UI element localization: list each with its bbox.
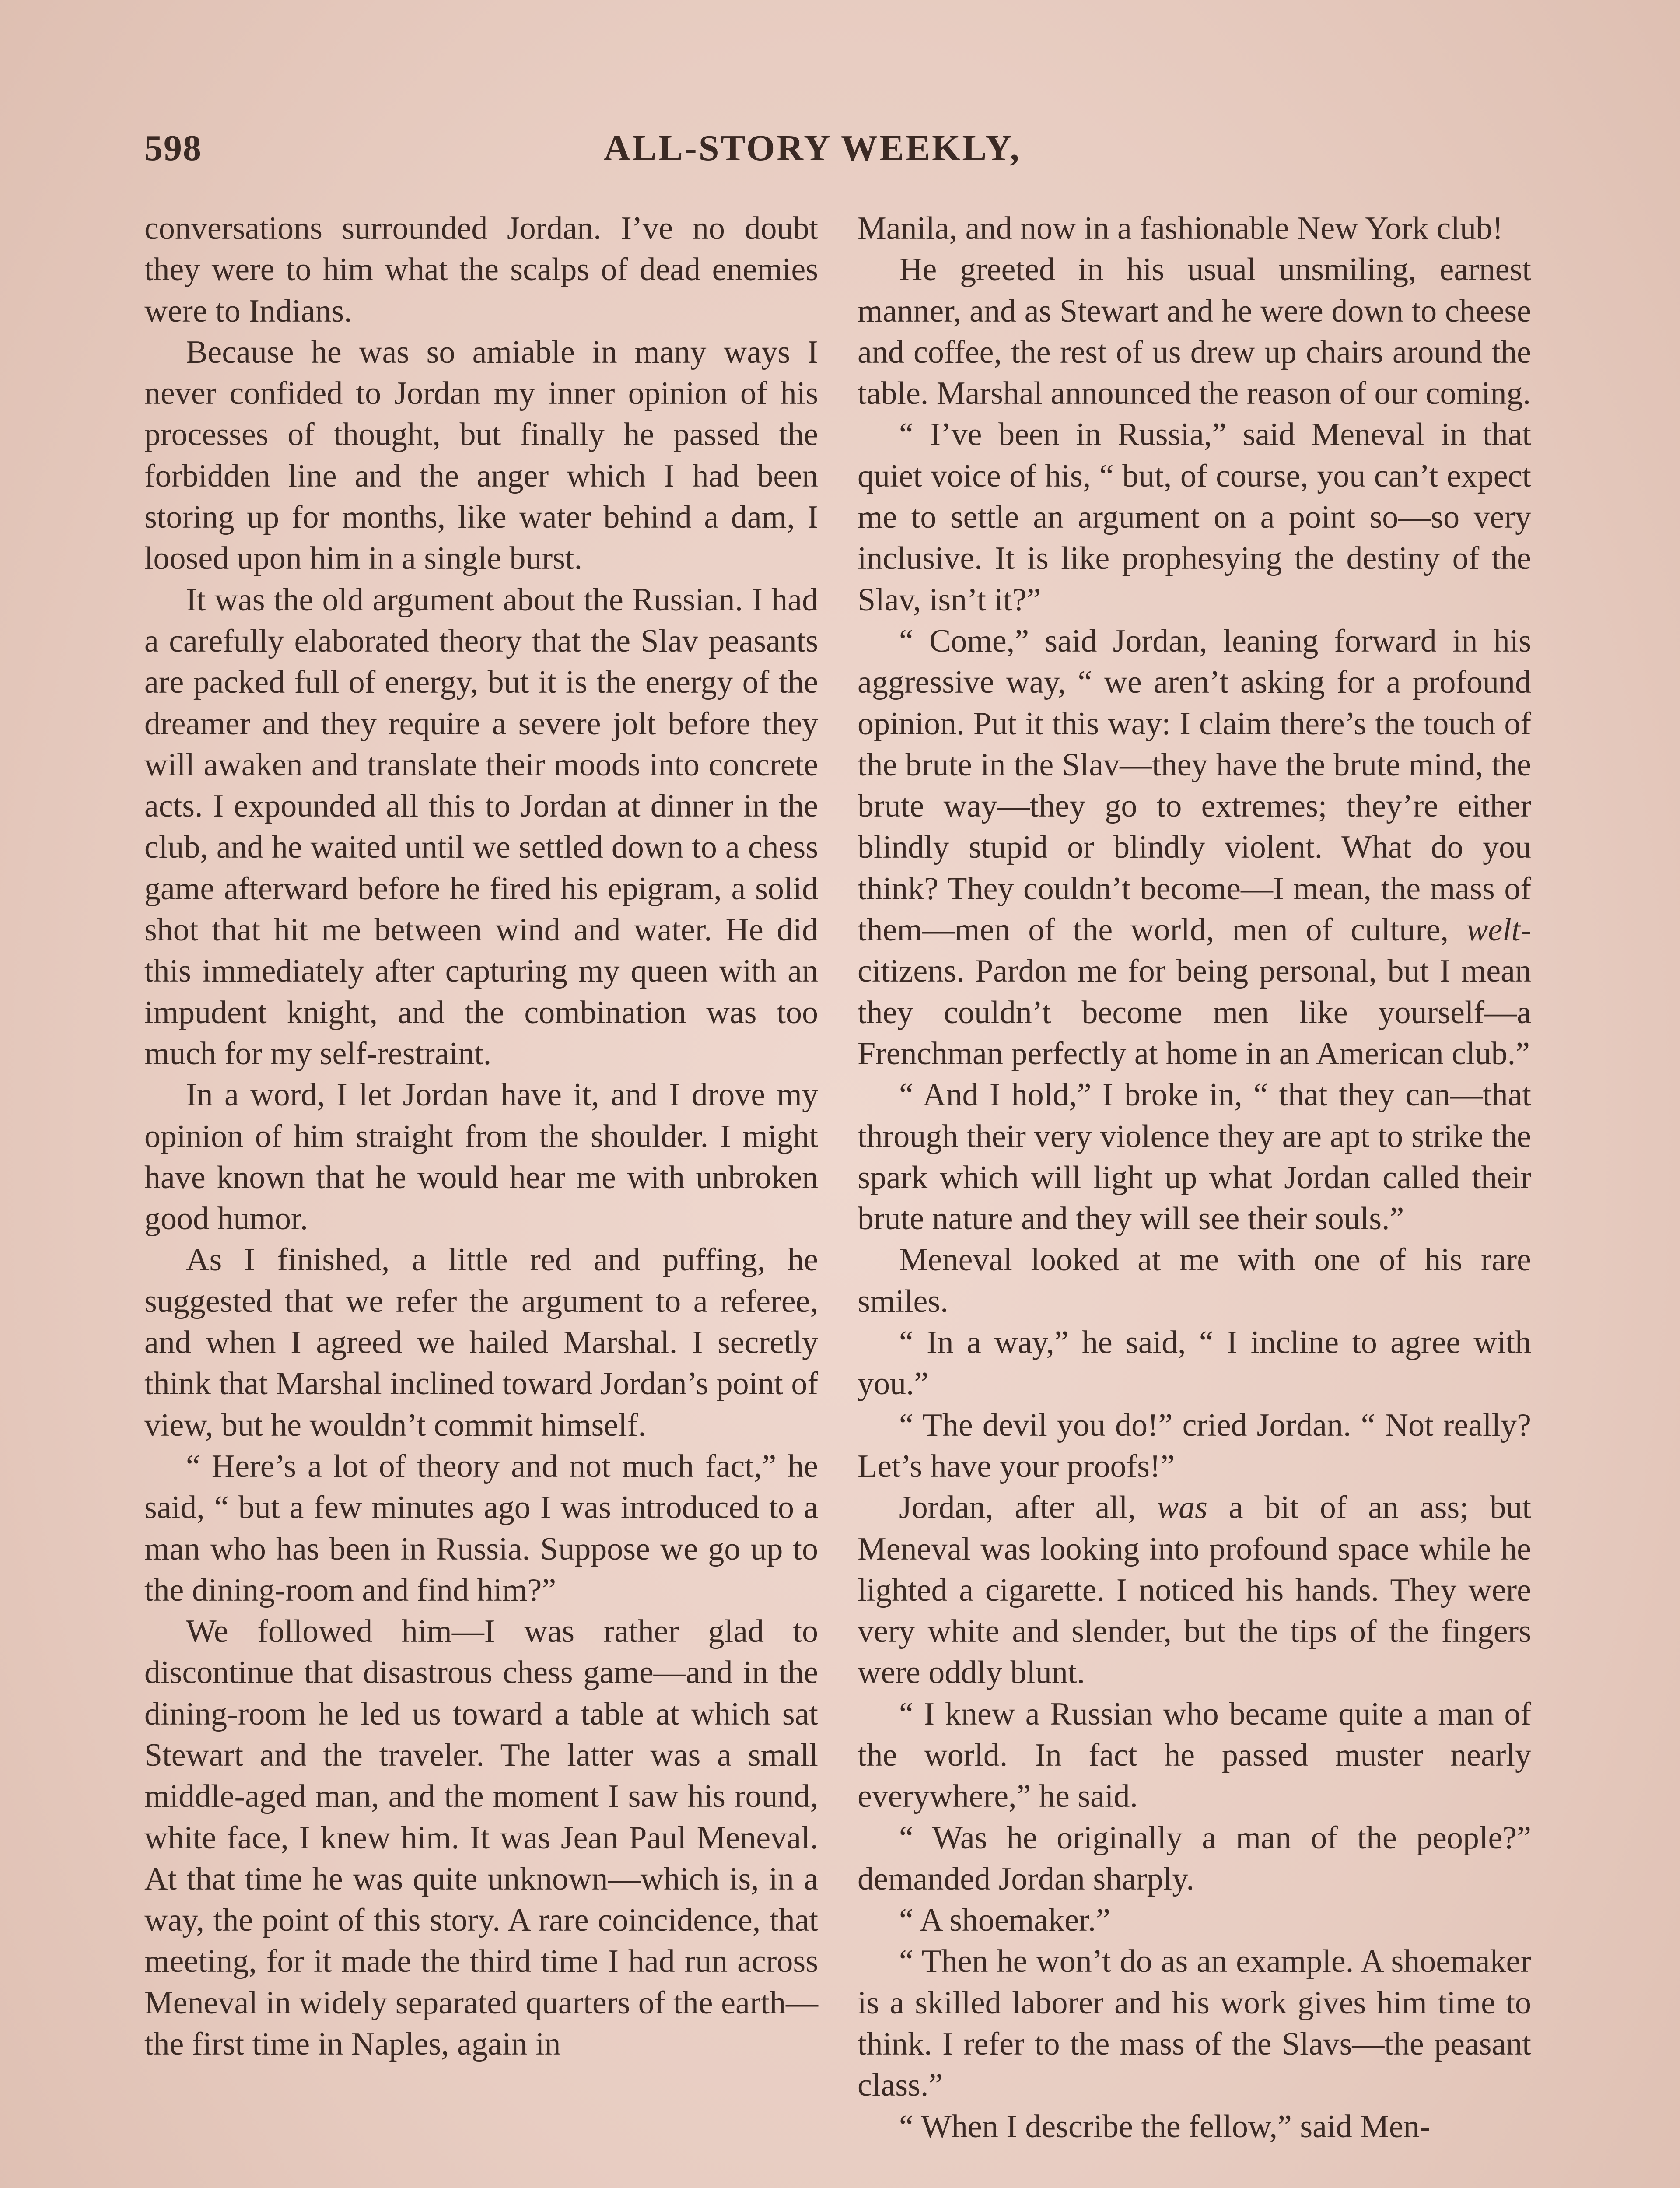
text-run: a bit of an ass; but Meneval was looking into profound space while he lighted a cigarette. I noticed his hands. They were very white and slender, but the tips of the fingers were oddly blunt. [858,1490,1531,1691]
text-run: -citizens. Pardon me for being personal, but I mean they couldn’t become men like yourself—a Frenchman perfectly at home in an American club.” [858,912,1531,1072]
paragraph: conversations surrounded Jordan. I’ve no doubt they were to him what the scalps of dead enemies were to Indians. [144,210,818,329]
running-head: ALL-STORY WEEKLY, [604,128,1021,168]
italic-word: was [1157,1490,1208,1526]
paragraph: “ I knew a Russian who became quite a man of the world. In fact he passed muster nearly everywhere,” he said. [858,1696,1531,1815]
page-number: 598 [144,128,202,168]
paragraph: “ Then he won’t do as an example. A shoemaker is a skilled laborer and his work gives him time to think. I refer to the mass of the Slavs—the peasant class.” [858,1943,1531,2104]
left-text-column [144,208,818,2065]
right-text-column [858,208,1531,2147]
paragraph: “ And I hold,” I broke in, “ that they can—that through their very violence they are apt to strike the spark which will light up what Jordan called their brute nature and they will see their souls.” [858,1077,1531,1237]
paragraph: “ When I describe the fellow,” said Men- [899,2108,1431,2145]
paragraph: “ Was he originally a man of the people?” demanded Jordan sharply. [858,1820,1531,1897]
paragraph: We followed him—I was rather glad to discontinue that disastrous chess game—and in the dining-room he led us toward a table at which sat Stewart and the traveler. The latter was a small middle-aged man, and the moment I saw his round, white face, I knew him. It was Jean Paul Meneval. At that time he was quite unknown—which is, in a way, the point of this story. A rare coincidence, that meeting, for it made the third time I had run across Meneval in widely separated quarters of the earth—the first time in Naples, again in [144,1613,818,2062]
paragraph [858,1487,1531,1693]
paragraph: As I finished, a little red and puffing, he suggested that we refer the argument to a referee, and when I agreed we hailed Marshal. I secretly think that Marshal inclined toward Jordan’s point of view, but he wouldn’t commit himself. [144,1242,818,1443]
paragraph: “ The devil you do!” cried Jordan. “ Not really? Let’s have your proofs!” [858,1407,1531,1484]
paragraph: “ I’ve been in Russia,” said Meneval in that quiet voice of his, “ but, of course, you can’t expect me to settle an argument on a point so—so very inclusive. It is like prophesying the destiny of the Slav, isn’t it?” [858,417,1531,618]
paragraph: “ A shoemaker.” [899,1902,1110,1939]
paragraph: Because he was so amiable in many ways I never confided to Jordan my inner opinion of his processes of thought, but finally he passed the forbidden line and the anger which I had been storing up for months, like water behind a dam, I loosed upon him in a single burst. [144,334,818,577]
page-header [0,127,1680,175]
paragraph: In a word, I let Jordan have it, and I drove my opinion of him straight from the shoulder. I might have known that he would hear me with unbroken good humor. [144,1077,818,1237]
paragraph: He greeted in his usual unsmiling, earnest manner, and as Stewart and he were down to cheese and coffee, the rest of us drew up chairs around the table. Marshal announced the reason of our coming. [858,252,1531,412]
paragraph: “ Here’s a lot of theory and not much fact,” he said, “ but a few minutes ago I was introduced to a man who has been in Russia. Suppose we go up to the dining-room and find him?” [144,1448,818,1608]
italic-word: welt [1466,912,1521,948]
paragraph: It was the old argument about the Russian. I had a carefully elaborated theory that the Slav peasants are packed full of energy, but it is the energy of the dreamer and they require a severe jolt before they will awaken and translate their moods into concrete acts. I expounded all this to Jordan at dinner in the club, and he waited until we settled down to a chess game afterward before he fired his epigram, a solid shot that hit me between wind and water. He did this immediately after capturing my queen with an impudent knight, and the combination was too much for my self-restraint. [144,582,818,1072]
paragraph: Meneval looked at me with one of his rare smiles. [858,1242,1531,1319]
paragraph: “ In a way,” he said, “ I incline to agree with you.” [858,1325,1531,1402]
paragraph [858,621,1531,1074]
text-run: “ Come,” said Jordan, leaning forward in his aggressive way, “ we aren’t asking for a profound opinion. Put it this way: I claim there’s the touch of the brute in the Slav—they have the brute mind, the brute way—they go to extremes; they’re either blindly stupid or blindly violent. What do you think? They couldn’t become—I mean, the mass of them—men of the world, men of culture, [858,623,1531,948]
paragraph: Manila, and now in a fashionable New York club! [858,210,1503,246]
text-run: Jordan, after all, [899,1490,1157,1526]
